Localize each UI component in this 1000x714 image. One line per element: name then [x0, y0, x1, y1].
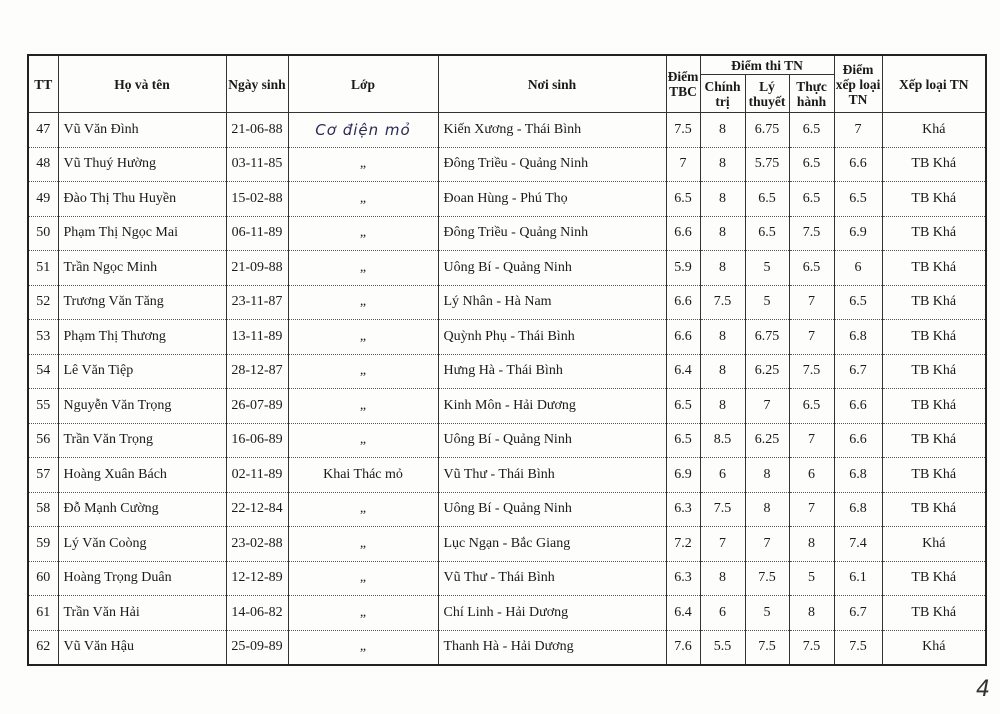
birthplace-cell: Kiến Xương - Thái Bình — [438, 113, 666, 148]
grade-cell: TB Khá — [882, 182, 986, 217]
birthplace-cell: Lý Nhân - Hà Nam — [438, 285, 666, 320]
student-name-cell: Trần Văn Hải — [58, 596, 226, 631]
grade-cell: TB Khá — [882, 423, 986, 458]
table-row — [28, 596, 986, 631]
header-exam-group: Điểm thi TN — [700, 55, 834, 75]
header-dob: Ngày sinh — [226, 55, 288, 113]
table-row — [28, 354, 986, 389]
row-number-cell: 55 — [28, 389, 58, 424]
birthplace-cell: Uông Bí - Quảng Ninh — [438, 423, 666, 458]
row-number-cell: 54 — [28, 354, 58, 389]
theory-score-cell: 7.5 — [745, 630, 789, 665]
grade-cell: Khá — [882, 113, 986, 148]
avg-score-cell: 7.2 — [666, 527, 700, 562]
table-row — [28, 113, 986, 148]
class-name-cell: „ — [288, 527, 438, 562]
date-of-birth-cell: 12-12-89 — [226, 561, 288, 596]
theory-score-cell: 6.25 — [745, 423, 789, 458]
student-name-cell: Hoàng Trọng Duân — [58, 561, 226, 596]
avg-score-cell: 6.6 — [666, 216, 700, 251]
date-of-birth-cell: 03-11-85 — [226, 147, 288, 182]
student-name-cell: Phạm Thị Ngọc Mai — [58, 216, 226, 251]
date-of-birth-cell: 06-11-89 — [226, 216, 288, 251]
class-name-cell: „ — [288, 389, 438, 424]
student-name-cell: Vũ Văn Hậu — [58, 630, 226, 665]
student-name-cell: Lê Văn Tiệp — [58, 354, 226, 389]
table-row — [28, 216, 986, 251]
table-row — [28, 147, 986, 182]
header-grade-score: Điểm xếp loại TN — [834, 55, 882, 113]
table-row — [28, 320, 986, 355]
practice-score-cell: 5 — [789, 561, 834, 596]
class-name-cell: „ — [288, 423, 438, 458]
grade-cell: TB Khá — [882, 458, 986, 493]
birthplace-cell: Uông Bí - Quảng Ninh — [438, 251, 666, 286]
table-row — [28, 630, 986, 665]
birthplace-cell: Vũ Thư - Thái Bình — [438, 561, 666, 596]
student-name-cell: Lý Văn Coòng — [58, 527, 226, 562]
theory-score-cell: 6.5 — [745, 216, 789, 251]
header-birthplace: Nơi sinh — [438, 55, 666, 113]
grade-cell: TB Khá — [882, 251, 986, 286]
politics-score-cell: 8 — [700, 354, 745, 389]
practice-score-cell: 7.5 — [789, 354, 834, 389]
grade-cell: TB Khá — [882, 147, 986, 182]
table-row — [28, 389, 986, 424]
theory-score-cell: 8 — [745, 458, 789, 493]
row-number-cell: 57 — [28, 458, 58, 493]
practice-score-cell: 6.5 — [789, 182, 834, 217]
table-header — [28, 55, 986, 113]
class-name-cell: „ — [288, 320, 438, 355]
politics-score-cell: 8 — [700, 389, 745, 424]
grade-score-cell: 6 — [834, 251, 882, 286]
student-name-cell: Phạm Thị Thương — [58, 320, 226, 355]
student-name-cell: Hoàng Xuân Bách — [58, 458, 226, 493]
table-row — [28, 527, 986, 562]
graduation-results-table — [27, 54, 987, 666]
grade-score-cell: 6.5 — [834, 182, 882, 217]
date-of-birth-cell: 22-12-84 — [226, 492, 288, 527]
theory-score-cell: 5 — [745, 251, 789, 286]
theory-score-cell: 5 — [745, 596, 789, 631]
grade-score-cell: 7.5 — [834, 630, 882, 665]
student-name-cell: Nguyễn Văn Trọng — [58, 389, 226, 424]
date-of-birth-cell: 14-06-82 — [226, 596, 288, 631]
practice-score-cell: 8 — [789, 596, 834, 631]
avg-score-cell: 6.4 — [666, 354, 700, 389]
page-number: 4 — [976, 677, 990, 702]
date-of-birth-cell: 25-09-89 — [226, 630, 288, 665]
practice-score-cell: 7 — [789, 492, 834, 527]
grade-score-cell: 7.4 — [834, 527, 882, 562]
table-row — [28, 492, 986, 527]
birthplace-cell: Kinh Môn - Hải Dương — [438, 389, 666, 424]
grade-cell: TB Khá — [882, 561, 986, 596]
class-name-cell: Khai Thác mỏ — [288, 458, 438, 493]
row-number-cell: 52 — [28, 285, 58, 320]
grade-score-cell: 6.8 — [834, 492, 882, 527]
row-number-cell: 61 — [28, 596, 58, 631]
class-name-cell: „ — [288, 285, 438, 320]
politics-score-cell: 8 — [700, 182, 745, 217]
theory-score-cell: 6.25 — [745, 354, 789, 389]
birthplace-cell: Đoan Hùng - Phú Thọ — [438, 182, 666, 217]
row-number-cell: 59 — [28, 527, 58, 562]
politics-score-cell: 7.5 — [700, 285, 745, 320]
grade-cell: TB Khá — [882, 389, 986, 424]
class-name-cell: Cơ điện mỏ — [288, 113, 438, 148]
header-class: Lớp — [288, 55, 438, 113]
date-of-birth-cell: 26-07-89 — [226, 389, 288, 424]
date-of-birth-cell: 16-06-89 — [226, 423, 288, 458]
theory-score-cell: 6.5 — [745, 182, 789, 217]
theory-score-cell: 8 — [745, 492, 789, 527]
class-name-cell: „ — [288, 216, 438, 251]
grade-score-cell: 6.6 — [834, 147, 882, 182]
theory-score-cell: 5 — [745, 285, 789, 320]
class-name-cell: „ — [288, 596, 438, 631]
practice-score-cell: 6.5 — [789, 147, 834, 182]
politics-score-cell: 7 — [700, 527, 745, 562]
practice-score-cell: 7.5 — [789, 216, 834, 251]
avg-score-cell: 6.5 — [666, 389, 700, 424]
date-of-birth-cell: 23-02-88 — [226, 527, 288, 562]
avg-score-cell: 6.3 — [666, 561, 700, 596]
politics-score-cell: 7.5 — [700, 492, 745, 527]
avg-score-cell: 6.3 — [666, 492, 700, 527]
grade-score-cell: 6.8 — [834, 458, 882, 493]
student-name-cell: Vũ Văn Đình — [58, 113, 226, 148]
practice-score-cell: 7 — [789, 320, 834, 355]
header-grade: Xếp loại TN — [882, 55, 986, 113]
student-name-cell: Trần Văn Trọng — [58, 423, 226, 458]
politics-score-cell: 8 — [700, 147, 745, 182]
date-of-birth-cell: 23-11-87 — [226, 285, 288, 320]
class-name-cell: „ — [288, 147, 438, 182]
class-name-cell: „ — [288, 492, 438, 527]
politics-score-cell: 8 — [700, 216, 745, 251]
politics-score-cell: 6 — [700, 596, 745, 631]
row-number-cell: 62 — [28, 630, 58, 665]
student-name-cell: Đỗ Mạnh Cường — [58, 492, 226, 527]
birthplace-cell: Uông Bí - Quảng Ninh — [438, 492, 666, 527]
grade-score-cell: 6.8 — [834, 320, 882, 355]
avg-score-cell: 6.5 — [666, 182, 700, 217]
table-row — [28, 182, 986, 217]
grade-cell: TB Khá — [882, 216, 986, 251]
date-of-birth-cell: 13-11-89 — [226, 320, 288, 355]
birthplace-cell: Quỳnh Phụ - Thái Bình — [438, 320, 666, 355]
student-name-cell: Vũ Thuý Hường — [58, 147, 226, 182]
table-row — [28, 561, 986, 596]
table-row — [28, 285, 986, 320]
grade-score-cell: 6.7 — [834, 354, 882, 389]
date-of-birth-cell: 21-09-88 — [226, 251, 288, 286]
grade-cell: TB Khá — [882, 492, 986, 527]
student-name-cell: Trần Ngọc Minh — [58, 251, 226, 286]
class-name-cell: „ — [288, 630, 438, 665]
politics-score-cell: 8 — [700, 320, 745, 355]
grade-score-cell: 6.1 — [834, 561, 882, 596]
row-number-cell: 50 — [28, 216, 58, 251]
date-of-birth-cell: 28-12-87 — [226, 354, 288, 389]
grade-cell: TB Khá — [882, 354, 986, 389]
practice-score-cell: 6.5 — [789, 113, 834, 148]
grade-cell: TB Khá — [882, 320, 986, 355]
avg-score-cell: 7.6 — [666, 630, 700, 665]
practice-score-cell: 7 — [789, 285, 834, 320]
politics-score-cell: 8.5 — [700, 423, 745, 458]
avg-score-cell: 6.5 — [666, 423, 700, 458]
practice-score-cell: 7 — [789, 423, 834, 458]
header-tbc: Điểm TBC — [666, 55, 700, 113]
birthplace-cell: Chí Linh - Hải Dương — [438, 596, 666, 631]
birthplace-cell: Đông Triều - Quảng Ninh — [438, 147, 666, 182]
header-politics: Chính trị — [700, 75, 745, 113]
avg-score-cell: 7.5 — [666, 113, 700, 148]
grade-cell: Khá — [882, 527, 986, 562]
avg-score-cell: 7 — [666, 147, 700, 182]
theory-score-cell: 7 — [745, 527, 789, 562]
row-number-cell: 51 — [28, 251, 58, 286]
header-tt: TT — [28, 55, 58, 113]
table-row — [28, 251, 986, 286]
grade-score-cell: 6.6 — [834, 389, 882, 424]
practice-score-cell: 6.5 — [789, 389, 834, 424]
grade-score-cell: 6.7 — [834, 596, 882, 631]
student-name-cell: Trương Văn Tăng — [58, 285, 226, 320]
date-of-birth-cell: 21-06-88 — [226, 113, 288, 148]
row-number-cell: 53 — [28, 320, 58, 355]
practice-score-cell: 6 — [789, 458, 834, 493]
avg-score-cell: 5.9 — [666, 251, 700, 286]
grade-score-cell: 6.6 — [834, 423, 882, 458]
class-name-cell: „ — [288, 561, 438, 596]
birthplace-cell: Vũ Thư - Thái Bình — [438, 458, 666, 493]
theory-score-cell: 7.5 — [745, 561, 789, 596]
grade-cell: TB Khá — [882, 285, 986, 320]
birthplace-cell: Đông Triều - Quảng Ninh — [438, 216, 666, 251]
politics-score-cell: 8 — [700, 113, 745, 148]
row-number-cell: 49 — [28, 182, 58, 217]
class-name-cell: „ — [288, 182, 438, 217]
row-number-cell: 56 — [28, 423, 58, 458]
class-name-cell: „ — [288, 354, 438, 389]
results-sheet — [27, 54, 985, 666]
avg-score-cell: 6.4 — [666, 596, 700, 631]
politics-score-cell: 8 — [700, 251, 745, 286]
grade-score-cell: 7 — [834, 113, 882, 148]
birthplace-cell: Thanh Hà - Hải Dương — [438, 630, 666, 665]
row-number-cell: 60 — [28, 561, 58, 596]
politics-score-cell: 8 — [700, 561, 745, 596]
grade-score-cell: 6.9 — [834, 216, 882, 251]
birthplace-cell: Hưng Hà - Thái Bình — [438, 354, 666, 389]
row-number-cell: 47 — [28, 113, 58, 148]
avg-score-cell: 6.6 — [666, 320, 700, 355]
theory-score-cell: 6.75 — [745, 113, 789, 148]
row-number-cell: 58 — [28, 492, 58, 527]
header-theory: Lý thuyết — [745, 75, 789, 113]
date-of-birth-cell: 02-11-89 — [226, 458, 288, 493]
theory-score-cell: 7 — [745, 389, 789, 424]
table-body — [28, 113, 986, 666]
avg-score-cell: 6.6 — [666, 285, 700, 320]
header-practice: Thực hành — [789, 75, 834, 113]
class-name-cell: „ — [288, 251, 438, 286]
politics-score-cell: 5.5 — [700, 630, 745, 665]
avg-score-cell: 6.9 — [666, 458, 700, 493]
table-row — [28, 458, 986, 493]
date-of-birth-cell: 15-02-88 — [226, 182, 288, 217]
practice-score-cell: 6.5 — [789, 251, 834, 286]
row-number-cell: 48 — [28, 147, 58, 182]
grade-cell: TB Khá — [882, 596, 986, 631]
theory-score-cell: 5.75 — [745, 147, 789, 182]
birthplace-cell: Lục Ngạn - Bắc Giang — [438, 527, 666, 562]
theory-score-cell: 6.75 — [745, 320, 789, 355]
table-row — [28, 423, 986, 458]
grade-cell: Khá — [882, 630, 986, 665]
practice-score-cell: 8 — [789, 527, 834, 562]
grade-score-cell: 6.5 — [834, 285, 882, 320]
student-name-cell: Đào Thị Thu Huyền — [58, 182, 226, 217]
header-name: Họ và tên — [58, 55, 226, 113]
politics-score-cell: 6 — [700, 458, 745, 493]
practice-score-cell: 7.5 — [789, 630, 834, 665]
